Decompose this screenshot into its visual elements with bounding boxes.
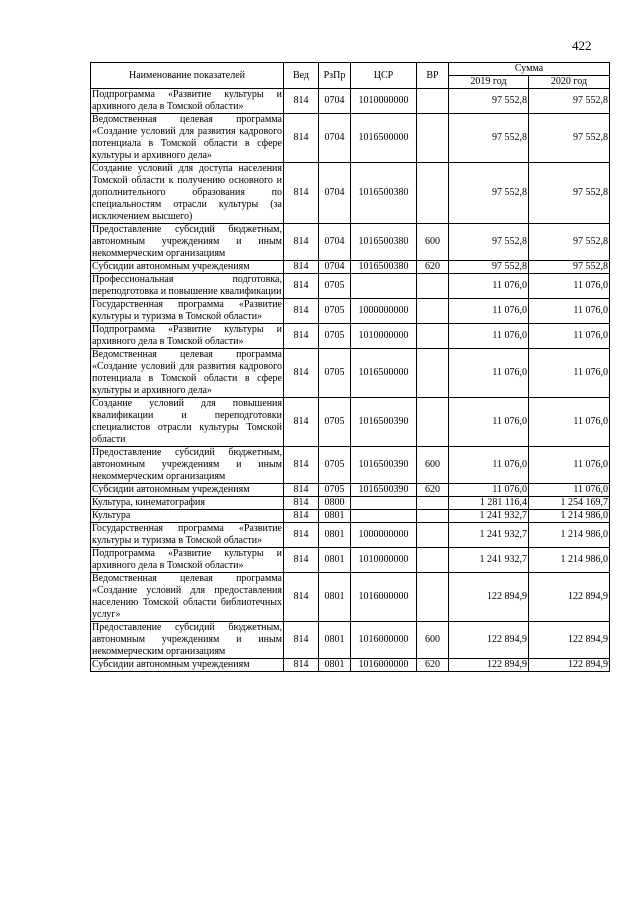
row-name: Государственная программа «Развитие культуры и туризма в Томской области» [92, 523, 282, 546]
row-sum-2020: 97 552,8 [529, 114, 610, 163]
row-rzpr: 0801 [319, 510, 351, 523]
row-vr [417, 274, 449, 299]
row-ved: 814 [284, 497, 319, 510]
row-name: Подпрограмма «Развитие культуры и архивного дела в Томской области» [92, 89, 282, 112]
row-rzpr: 0705 [319, 349, 351, 398]
row-name: Подпрограмма «Развитие культуры и архивного дела в Томской области» [92, 548, 282, 571]
table-row [91, 114, 610, 163]
table-row [91, 163, 610, 224]
row-vr: 600 [417, 224, 449, 261]
row-rzpr: 0801 [319, 548, 351, 573]
row-csr: 1010000000 [351, 324, 417, 349]
row-sum-2020: 1 254 169,7 [529, 497, 610, 510]
row-csr [351, 274, 417, 299]
table-row [91, 261, 610, 274]
row-csr: 1016500380 [351, 224, 417, 261]
row-sum-2019: 1 281 116,4 [449, 497, 529, 510]
row-sum-2019: 11 076,0 [449, 484, 529, 497]
row-vr [417, 398, 449, 447]
header-csr: ЦСР [351, 63, 417, 89]
row-ved: 814 [284, 324, 319, 349]
page-number: 422 [572, 38, 592, 53]
row-name: Субсидии автономным учреждениям [91, 484, 284, 497]
row-vr [417, 114, 449, 163]
header-vr: ВР [417, 63, 449, 89]
row-vr [417, 324, 449, 349]
row-name: Создание условий для доступа населения Томской области к получению основного и дополнительного образования по специальностям отрасли культуры (за исключением высшего) [92, 163, 282, 222]
row-sum-2020: 97 552,8 [529, 261, 610, 274]
row-ved: 814 [284, 274, 319, 299]
row-sum-2019: 1 241 932,7 [449, 548, 529, 573]
row-name: Культура, кинематография [91, 497, 284, 510]
header-ved: Вед [284, 63, 319, 89]
row-csr: 1016500390 [351, 447, 417, 484]
row-sum-2019: 11 076,0 [449, 274, 529, 299]
row-rzpr: 0704 [319, 89, 351, 114]
row-csr [351, 510, 417, 523]
row-vr: 600 [417, 622, 449, 659]
row-rzpr: 0704 [319, 261, 351, 274]
row-rzpr: 0705 [319, 324, 351, 349]
row-vr: 620 [417, 261, 449, 274]
row-sum-2019: 11 076,0 [449, 349, 529, 398]
table-row [91, 622, 610, 659]
row-rzpr: 0704 [319, 114, 351, 163]
row-name: Ведомственная целевая программа «Создание условий для развития кадрового потенциала в Томской области в сфере культуры и архивного дела» [92, 349, 282, 396]
row-rzpr: 0801 [319, 659, 351, 672]
row-name: Предоставление субсидий бюджетным, автономным учреждениям и иным некоммерческим организациям [92, 447, 282, 482]
row-sum-2019: 97 552,8 [449, 89, 529, 114]
row-sum-2020: 11 076,0 [529, 299, 610, 324]
row-vr [417, 573, 449, 622]
table-row [91, 548, 610, 573]
table-row [91, 398, 610, 447]
row-sum-2020: 122 894,9 [529, 573, 610, 622]
table-row [91, 224, 610, 261]
table-body [91, 89, 610, 672]
row-sum-2020: 1 214 986,0 [529, 548, 610, 573]
row-sum-2020: 97 552,8 [529, 89, 610, 114]
row-vr [417, 497, 449, 510]
row-rzpr: 0800 [319, 497, 351, 510]
row-ved: 814 [284, 523, 319, 548]
row-sum-2020: 11 076,0 [529, 349, 610, 398]
row-rzpr: 0704 [319, 163, 351, 224]
row-sum-2020: 97 552,8 [529, 224, 610, 261]
row-rzpr: 0801 [319, 523, 351, 548]
row-sum-2019: 122 894,9 [449, 659, 529, 672]
table-row [91, 89, 610, 114]
row-ved: 814 [284, 349, 319, 398]
row-ved: 814 [284, 114, 319, 163]
row-ved: 814 [284, 224, 319, 261]
row-sum-2020: 11 076,0 [529, 324, 610, 349]
row-ved: 814 [284, 299, 319, 324]
table-row [91, 573, 610, 622]
row-vr [417, 299, 449, 324]
row-csr: 1010000000 [351, 89, 417, 114]
row-sum-2019: 11 076,0 [449, 447, 529, 484]
header-name: Наименование показателей [91, 63, 284, 89]
header-sum: Сумма [449, 63, 610, 76]
row-vr [417, 163, 449, 224]
row-vr: 600 [417, 447, 449, 484]
row-ved: 814 [284, 398, 319, 447]
row-csr: 1016500380 [351, 261, 417, 274]
table-row [91, 324, 610, 349]
row-csr: 1016500000 [351, 349, 417, 398]
row-vr [417, 349, 449, 398]
row-name: Ведомственная целевая программа «Создание условий для развития кадрового потенциала в Томской области в сфере культуры и архивного дела» [92, 114, 282, 161]
row-rzpr: 0801 [319, 573, 351, 622]
row-sum-2019: 97 552,8 [449, 224, 529, 261]
row-rzpr: 0705 [319, 299, 351, 324]
table-row [91, 484, 610, 497]
table-row [91, 447, 610, 484]
row-ved: 814 [284, 622, 319, 659]
row-csr: 1016500390 [351, 484, 417, 497]
row-name: Субсидии автономным учреждениям [91, 261, 284, 274]
row-sum-2019: 11 076,0 [449, 299, 529, 324]
row-csr: 1000000000 [351, 299, 417, 324]
row-name: Создание условий для повышения квалификации и переподготовки специалистов отрасли культуры Томской области [92, 398, 282, 445]
row-ved: 814 [284, 548, 319, 573]
row-sum-2020: 97 552,8 [529, 163, 610, 224]
row-rzpr: 0705 [319, 484, 351, 497]
row-sum-2020: 122 894,9 [529, 622, 610, 659]
row-name: Предоставление субсидий бюджетным, автономным учреждениям и иным некоммерческим организациям [92, 224, 282, 259]
header-rzpr: РзПр [319, 63, 351, 89]
row-csr: 1016000000 [351, 622, 417, 659]
budget-table [90, 62, 610, 672]
row-sum-2020: 11 076,0 [529, 484, 610, 497]
table-row [91, 349, 610, 398]
row-sum-2019: 97 552,8 [449, 114, 529, 163]
row-vr [417, 89, 449, 114]
row-sum-2020: 1 214 986,0 [529, 510, 610, 523]
row-vr [417, 510, 449, 523]
row-rzpr: 0801 [319, 622, 351, 659]
row-sum-2020: 11 076,0 [529, 274, 610, 299]
header-2020: 2020 год [529, 76, 610, 89]
row-sum-2019: 1 241 932,7 [449, 510, 529, 523]
row-name: Субсидии автономным учреждениям [91, 659, 284, 672]
row-csr: 1016500000 [351, 114, 417, 163]
row-ved: 814 [284, 163, 319, 224]
row-sum-2019: 122 894,9 [449, 622, 529, 659]
row-sum-2020: 11 076,0 [529, 398, 610, 447]
row-ved: 814 [284, 659, 319, 672]
row-name: Государственная программа «Развитие культуры и туризма в Томской области» [92, 299, 282, 322]
row-vr [417, 523, 449, 548]
table-row [91, 497, 610, 510]
row-ved: 814 [284, 484, 319, 497]
row-sum-2019: 11 076,0 [449, 398, 529, 447]
row-ved: 814 [284, 510, 319, 523]
row-csr: 1016000000 [351, 659, 417, 672]
row-sum-2019: 11 076,0 [449, 324, 529, 349]
row-csr [351, 497, 417, 510]
row-name: Культура [91, 510, 284, 523]
row-csr: 1000000000 [351, 523, 417, 548]
row-csr: 1016000000 [351, 573, 417, 622]
row-rzpr: 0705 [319, 274, 351, 299]
row-vr: 620 [417, 484, 449, 497]
row-sum-2019: 122 894,9 [449, 573, 529, 622]
row-vr [417, 548, 449, 573]
row-rzpr: 0705 [319, 398, 351, 447]
row-sum-2019: 97 552,8 [449, 163, 529, 224]
table-row [91, 523, 610, 548]
table-row [91, 274, 610, 299]
row-sum-2020: 1 214 986,0 [529, 523, 610, 548]
row-ved: 814 [284, 447, 319, 484]
row-ved: 814 [284, 261, 319, 274]
row-sum-2019: 97 552,8 [449, 261, 529, 274]
row-ved: 814 [284, 89, 319, 114]
header-2019: 2019 год [449, 76, 529, 89]
row-rzpr: 0705 [319, 447, 351, 484]
row-sum-2020: 122 894,9 [529, 659, 610, 672]
row-sum-2020: 11 076,0 [529, 447, 610, 484]
row-ved: 814 [284, 573, 319, 622]
row-name: Предоставление субсидий бюджетным, автономным учреждениям и иным некоммерческим организациям [92, 622, 282, 657]
row-name: Профессиональная подготовка, переподготовка и повышение квалификации [92, 274, 282, 297]
row-csr: 1016500380 [351, 163, 417, 224]
row-name: Подпрограмма «Развитие культуры и архивного дела в Томской области» [92, 324, 282, 347]
row-sum-2019: 1 241 932,7 [449, 523, 529, 548]
row-csr: 1010000000 [351, 548, 417, 573]
row-rzpr: 0704 [319, 224, 351, 261]
row-csr: 1016500390 [351, 398, 417, 447]
table-row [91, 510, 610, 523]
row-name: Ведомственная целевая программа «Создание условий для предоставления населению Томской области библиотечных услуг» [92, 573, 282, 620]
table-row [91, 299, 610, 324]
row-vr: 620 [417, 659, 449, 672]
table-row [91, 659, 610, 672]
